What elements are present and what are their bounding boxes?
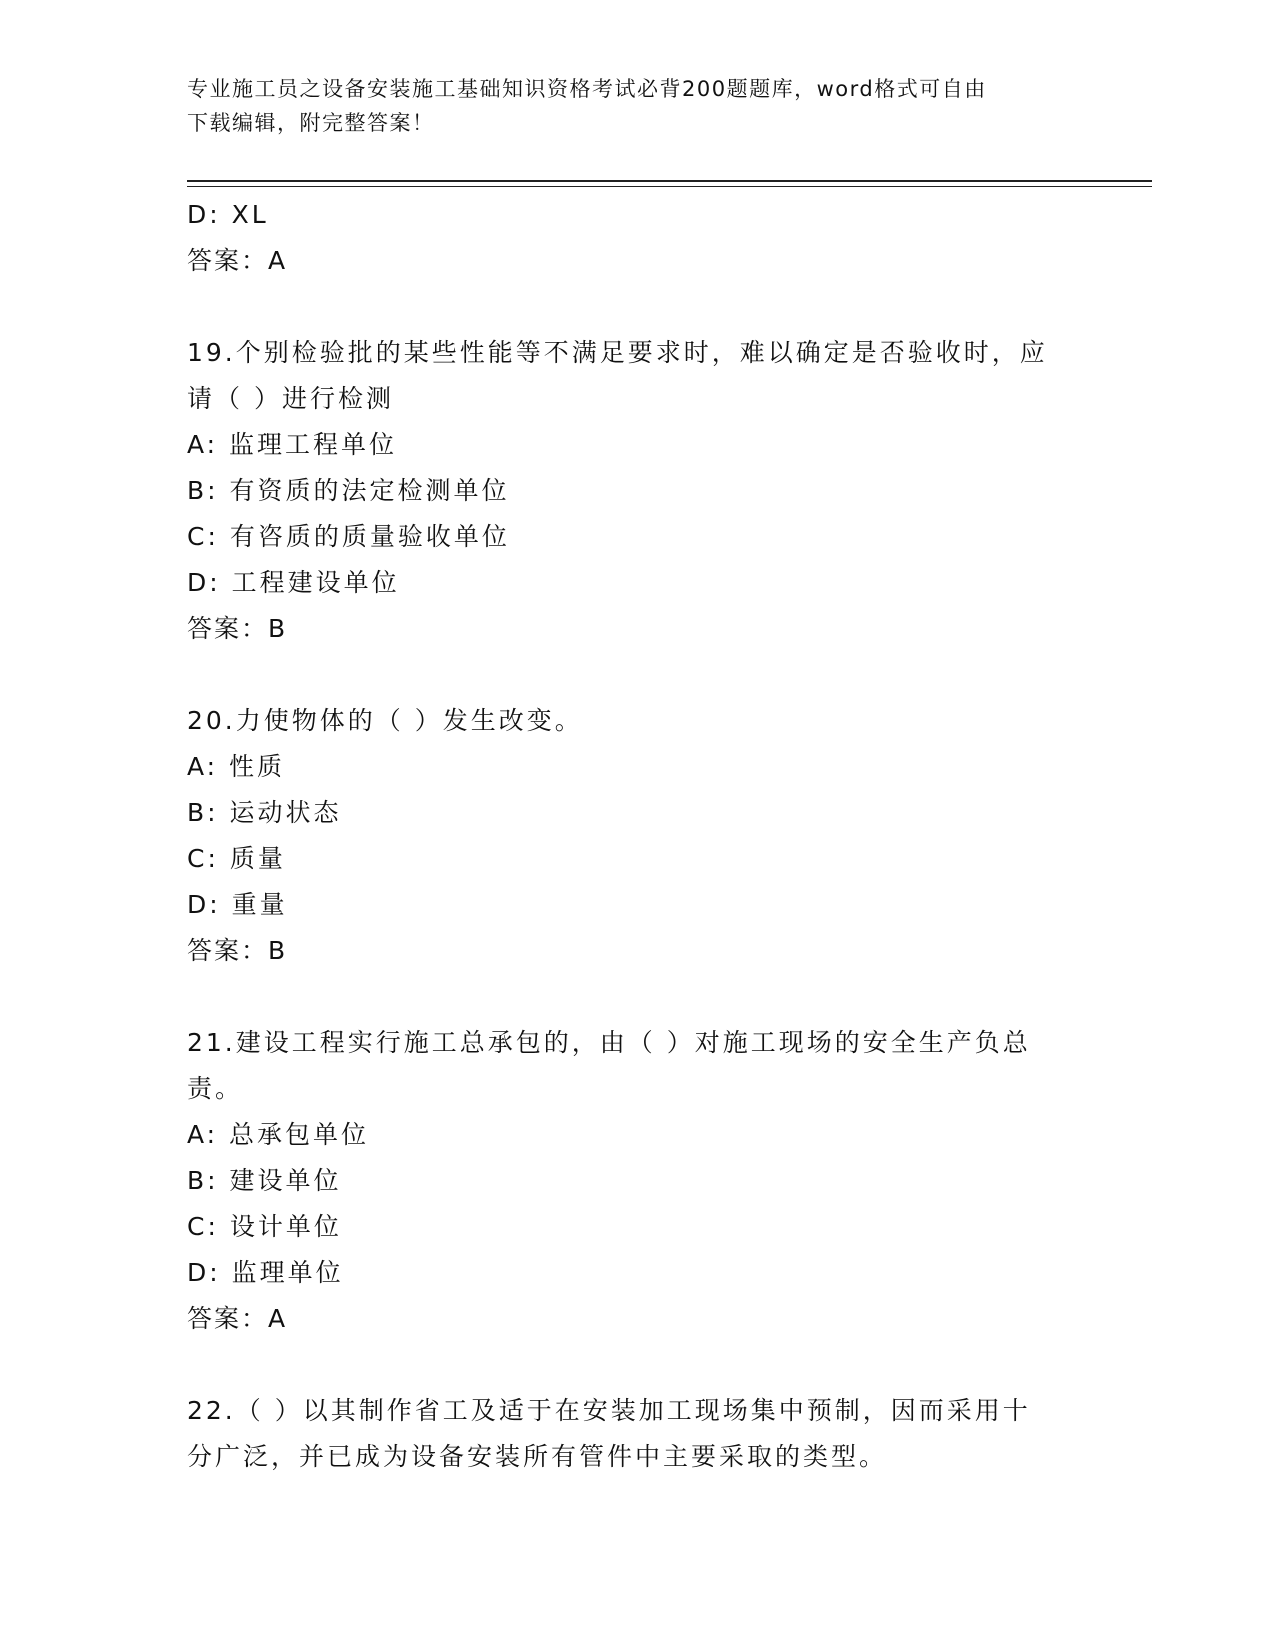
spacer [187, 1342, 1087, 1388]
spacer [187, 284, 1087, 330]
header-title-line-2: 下载编辑，附完整答案！ [187, 111, 435, 135]
header-divider-thin [187, 186, 1152, 187]
question-stem-line-1: 22.（ ）以其制作省工及适于在安装加工现场集中预制，因而采用十 [187, 1396, 1031, 1425]
question-stem-line-1: 21.建设工程实行施工总承包的，由（ ）对施工现场的安全生产负总 [187, 1028, 1031, 1057]
header-title-line-1: 专业施工员之设备安装施工基础知识资格考试必背200题题库，word格式可自由 [187, 77, 987, 101]
option-b: B: 运动状态 [187, 798, 342, 827]
option-b: B: 建设单位 [187, 1166, 342, 1195]
option-d: D: 监理单位 [187, 1258, 344, 1287]
option-d: D: 重量 [187, 890, 288, 919]
option-c: C: 质量 [187, 844, 286, 873]
carryover-block [187, 192, 1087, 284]
spacer [187, 974, 1087, 1020]
option-c: C: 设计单位 [187, 1212, 342, 1241]
question-22 [187, 1388, 1087, 1480]
question-21 [187, 1020, 1087, 1342]
option-d: D: 工程建设单位 [187, 568, 400, 597]
question-20 [187, 698, 1087, 974]
question-stem-line-2: 责。 [187, 1074, 244, 1103]
option-a: A: 性质 [187, 752, 286, 781]
question-19 [187, 330, 1087, 652]
question-stem-line-1: 19.个别检验批的某些性能等不满足要求时，难以确定是否验收时，应 [187, 338, 1048, 367]
spacer [187, 652, 1087, 698]
answer-line: 答案：A [187, 1304, 288, 1333]
question-stem-line-2: 请（ ）进行检测 [187, 384, 394, 413]
answer-line: 答案：A [187, 246, 288, 275]
option-c: C: 有咨质的质量验收单位 [187, 522, 510, 551]
option-b: B: 有资质的法定检测单位 [187, 476, 510, 505]
option-a: A: 总承包单位 [187, 1120, 370, 1149]
question-list [187, 192, 1087, 1480]
option-d: D: XL [187, 200, 269, 229]
option-a: A: 监理工程单位 [187, 430, 398, 459]
question-stem-line-1: 20.力使物体的（ ）发生改变。 [187, 706, 583, 735]
document-header [187, 72, 1067, 140]
question-stem-line-2: 分广泛，并已成为设备安装所有管件中主要采取的类型。 [187, 1442, 888, 1471]
answer-line: 答案：B [187, 936, 288, 965]
answer-line: 答案：B [187, 614, 288, 643]
header-divider-thick [187, 180, 1152, 182]
